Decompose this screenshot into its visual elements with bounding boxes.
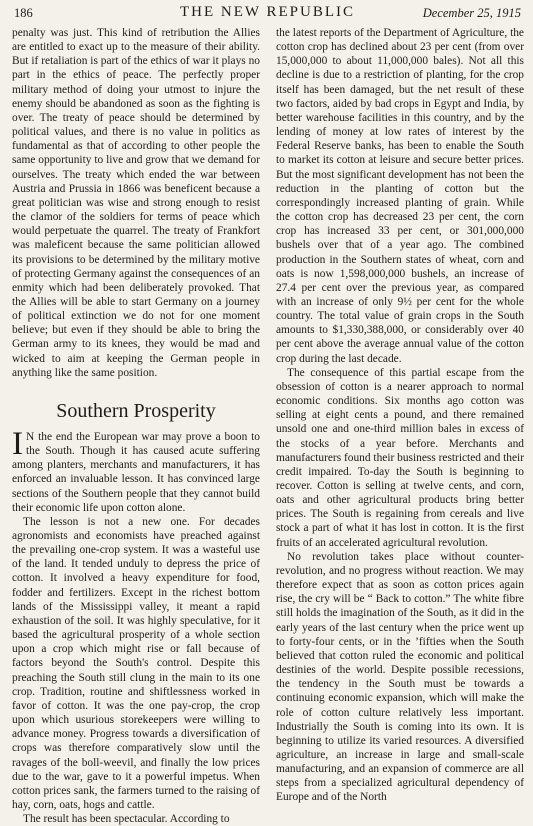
- article-paragraph: the latest reports of the Department of Agriculture, the cotton crop has declined about 23 per cent (from over 15,000,000 to about 11,000,000 bales). Not all this decline is due to a restriction of planting, for the crop itself has been damaged, but the net result of these two factors, aided by bad crops in Egypt and India, by better warehouse facilities in this country, and by the lending of money at low rates of interest by the Federal Reserve banks, has been to enable the South to market its cotton at leisure and secure better prices. But the most significant development has not been the reduction in the planting of cotton but the correspondingly increased planting of grain. While the cotton crop has decreased 23 per cent, the corn crop has increased 33 per cent, or 301,000,000 bushels over that of a year ago. The combined production in the Southern states of wheat, corn and oats is now 1,598,000,000 bushels, an increase of 27.4 per cent over the previous year, as compared with an increase of only 9½ per cent for the whole country. The total value of grain crops in the South amounts to $1,330,388,000, or considerably over 40 per cent above the average annual value of the cotton crop during the last decade.: [276, 27, 524, 365]
- right-column: [276, 26, 524, 805]
- drop-cap: I: [12, 425, 23, 462]
- article-paragraph-text: N the end the European war may prove a boon to the South. Though it has caused acute suffering among planters, merchants and manufacturers, it has enforced an invaluable lesson. It has convinced large sections of the Southern people that they cannot build their economic life upon cotton alone.: [12, 430, 260, 514]
- issue-date: December 25, 1915: [422, 6, 521, 20]
- article-paragraph: The consequence of this partial escape from the obsession of cotton is a nearer approach to normal economic conditions. Six months ago cotton was selling at eight cents a pound, and there remained unsold one and one-third million bales in excess of the stocks of a year before. Merchants and manufacturers found their business restricted and their credit impaired. To-day the South is beginning to recover. Cotton is selling at twelve cents, and corn, oats and other agricultural products bring better prices. The South is regaining from cereals and live stock a part of what it has lost in cotton. It is the first fruits of an accelerated agricultural revolution.: [276, 366, 524, 549]
- article-paragraph: The lesson is not a new one. For decades agronomists and economists have preached against the prevailing one-crop system. It was a wasteful use of the land. It tended unduly to depress the price of cotton. It involved a heavy expenditure for food, fodder and fertilizers. Except in the richest bottom lands of the Mississippi valley, it meant a rapid exhaustion of the soil. It was highly speculative, for it based the agricultural prosperity of a whole section upon a crop which might rise or fall because of factors beyond the South's control. Despite this preaching the South still clung in the main to its one crop. Tradition, routine and shiftlessness worked in favor of cotton. It was the one pay-crop, the crop upon which usurious storekeepers were willing to advance money. Progress towards a diversification of crops was therefore comparatively slow until the ravages of the boll-weevil, and finally the low prices due to the war, gave to it a powerful impetus. When cotton prices sank, the farmers turned to the raising of hay, corn, oats, hogs and cattle.: [12, 515, 260, 811]
- masthead: THE NEW REPUBLIC: [179, 4, 356, 20]
- intro-paragraph: penalty was just. This kind of retribution the Allies are entitled to exact up to the measure of their ability. But if retaliation is part of the ethics of war it plays no part in the ethics of peace. The perfectly proper military method of doing your utmost to injure the enemy should be abandoned as soon as the fighting is over. The treaty of peace should be determined by political values, and there is no value in politics as fundamental as that of according to other people the same opportunity to live and grow that we demand for ourselves. The treaty which ended the war between Austria and Prussia in 1866 was beneficent because a great politician was wise and strong enough to resist the clamor of the soldiers for terms of peace which would perpetuate the quarrel. The treaty of Frankfort was maleficent because the same politician allowed its provisions to be determined by the military motive of protecting Germany against the consequences of an enmity which had been deliberately provoked. That the Allies will be able to start Germany on a journey of political extinction we do not for one moment believe; but even if they should be able to bring the German army to its knees, they would be mad and wicked to aim at keeping the German people in anything like the same position.: [12, 27, 260, 379]
- article-paragraph: No revolution takes place without counter-revolution, and no progress without reaction. We may therefore expect that as soon as cotton prices again rise, the cry will be “ Back to cotton.” The white fibre still holds the imagination of the South, as it did in the early years of the last century when the price went up to forty-four cents, or in the ’fifties when the South believed that cotton ruled the economic and political destinies of the world. Despite possible recessions, the tendency in the South must be towards a continuing economic expansion, which will make the role of cotton culture relatively less important. Industrially the South is coming into its own. It is beginning to utilize its varied resources. A diversified agriculture, an increase in large and small-scale manufacturing, and an expansion of commerce are all steps from a specialized agricultural dependency of Europe and of the North: [276, 550, 524, 804]
- article-paragraph: [12, 425, 260, 515]
- article-title: Southern Prosperity: [56, 399, 216, 422]
- article-paragraph: The result has been spectacular. According to: [23, 813, 230, 826]
- page-number: 186: [14, 6, 33, 20]
- page-header: [14, 4, 521, 22]
- left-column: [12, 26, 260, 826]
